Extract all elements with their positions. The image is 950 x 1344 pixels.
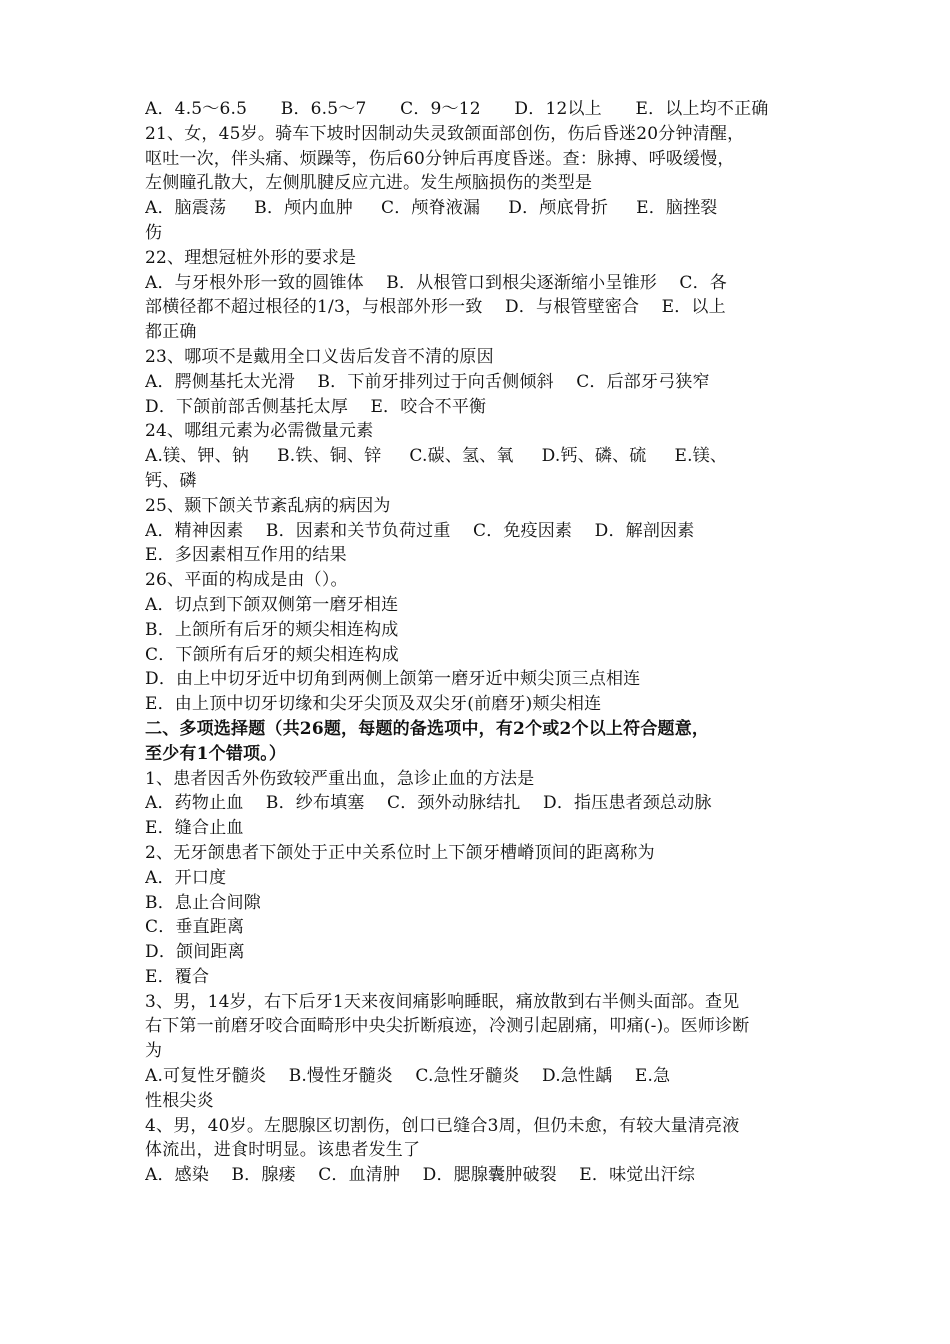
- text-line: 右下第一前磨牙咬合面畸形中央尖折断痕迹，冷测引起剧痛，叩痛(-)。医师诊断: [145, 1016, 750, 1037]
- mc-question-4-options: A．感染 B．腺瘘 C．血清肿 D．腮腺囊肿破裂 E．味觉出汗综: [145, 1165, 696, 1186]
- mc-question-1-stem: 1、患者因舌外伤致较严重出血，急诊止血的方法是: [145, 768, 535, 789]
- text-line: 钙、磷: [145, 470, 197, 491]
- document-body: [145, 97, 807, 1188]
- question-26-stem: 26、平面的构成是由（）。: [145, 570, 348, 591]
- text-line: 伤: [145, 222, 163, 243]
- question-24-options: A.镁、钾、钠 B.铁、铜、锌 C.碳、氢、氧 D.钙、磷、硫 E.镁、: [145, 446, 728, 467]
- mc-question-2-option-e: E．覆合: [145, 966, 210, 987]
- question-23-options: A．腭侧基托太光滑 B．下前牙排列过于向舌侧倾斜 C．后部牙弓狭窄: [145, 371, 710, 392]
- question-25-stem: 25、颞下颌关节紊乱病的病因为: [145, 495, 391, 516]
- text-line: 部横径都不超过根径的1/3，与根部外形一致 D．与根管壁密合 E．以上: [145, 297, 726, 318]
- section-heading: 二、多项选择题（共26题，每题的备选项中，有2个或2个以上符合题意，: [145, 718, 710, 739]
- question-22-stem: 22、理想冠桩外形的要求是: [145, 247, 357, 268]
- mc-question-2-option-b: B．息止合间隙: [145, 892, 261, 913]
- question-26-option-e: E．由上顶中切牙切缘和尖牙尖顶及双尖牙(前磨牙)颊尖相连: [145, 694, 602, 715]
- mc-question-1-options: A．药物止血 B．纱布填塞 C．颈外动脉结扎 D．指压患者颈总动脉: [145, 793, 712, 814]
- question-23-stem: 23、哪项不是戴用全口义齿后发音不清的原因: [145, 346, 494, 367]
- text-line: 呕吐一次，伴头痛、烦躁等，伤后60分钟后再度昏迷。查：脉搏、呼吸缓慢，: [145, 148, 735, 169]
- mc-question-2-option-a: A．开口度: [145, 867, 227, 888]
- question-22-options: A．与牙根外形一致的圆锥体 B．从根管口到根尖逐渐缩小呈锥形 C．各: [145, 272, 728, 293]
- mc-question-3-stem: 3、男，14岁，右下后牙1天来夜间痛影响睡眠，痛放散到右半侧头面部。查见: [145, 991, 740, 1012]
- mc-question-4-stem: 4、男，40岁。左腮腺区切割伤，创口已缝合3周，但仍未愈，有较大量清亮液: [145, 1115, 740, 1136]
- mc-question-2-option-d: D．颌间距离: [145, 942, 245, 963]
- text-line: 都正确: [145, 322, 197, 343]
- text-line: E．缝合止血: [145, 818, 244, 839]
- section-heading-continued: 至少有1个错项。）: [145, 743, 287, 764]
- mc-question-2-stem: 2、无牙颌患者下颌处于正中关系位时上下颌牙槽嵴顶间的距离称为: [145, 842, 655, 863]
- question-21-stem: 21、女，45岁。骑车下坡时因制动失灵致颌面部创伤，伤后昏迷20分钟清醒，: [145, 123, 745, 144]
- text-line: A．4.5～6.5 B．6.5～7 C．9～12 D．12以上 E．以上均不正确: [145, 99, 769, 119]
- question-21-options: A．脑震荡 B．颅内血肿 C．颅脊液漏 D．颅底骨折 E．脑挫裂: [145, 198, 718, 219]
- question-26-option-a: A．切点到下颌双侧第一磨牙相连: [145, 594, 399, 615]
- text-line: E．多因素相互作用的结果: [145, 545, 347, 566]
- mc-question-2-option-c: C．垂直距离: [145, 917, 245, 938]
- text-line: 为: [145, 1041, 163, 1062]
- mc-question-3-options: A.可复性牙髓炎 B.慢性牙髓炎 C.急性牙髓炎 D.急性龋 E.急: [145, 1066, 671, 1087]
- question-26-option-b: B．上颌所有后牙的颊尖相连构成: [145, 619, 399, 640]
- text-line: 体流出，进食时明显。该患者发生了: [145, 1140, 421, 1161]
- question-25-options: A．精神因素 B．因素和关节负荷过重 C．免疫因素 D．解剖因素: [145, 520, 695, 541]
- text-line: D．下颌前部舌侧基托太厚 E．咬合不平衡: [145, 396, 487, 417]
- question-24-stem: 24、哪组元素为必需微量元素: [145, 421, 374, 442]
- text-line: 性根尖炎: [145, 1090, 214, 1111]
- text-line: 左侧瞳孔散大，左侧肌腱反应亢进。发生颅脑损伤的类型是: [145, 173, 593, 194]
- question-26-option-d: D．由上中切牙近中切角到两侧上颌第一磨牙近中颊尖顶三点相连: [145, 669, 641, 690]
- question-26-option-c: C．下颌所有后牙的颊尖相连构成: [145, 644, 400, 665]
